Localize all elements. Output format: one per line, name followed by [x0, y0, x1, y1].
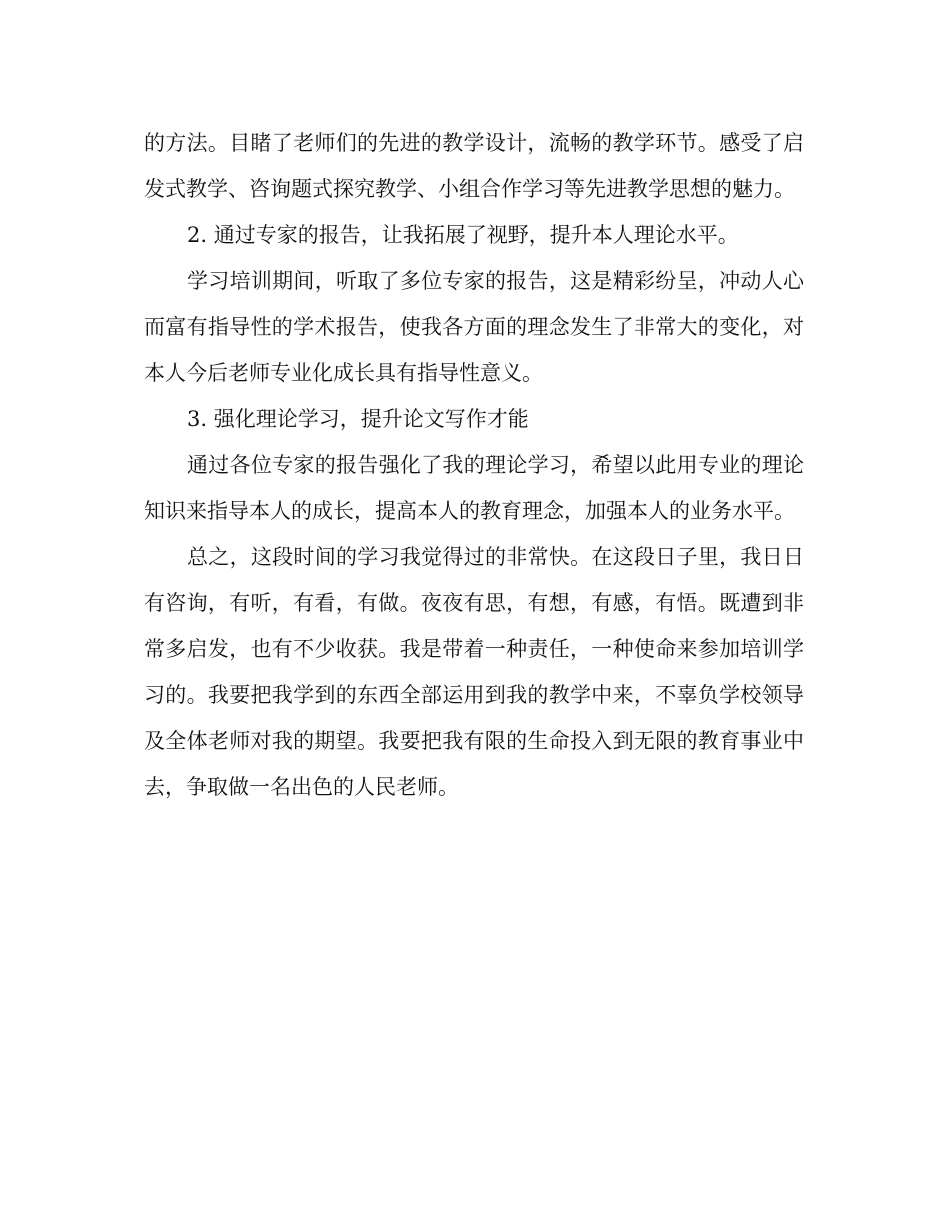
paragraph-point-2-body: 学习培训期间，听取了多位专家的报告，这是精彩纷呈，冲动人心而富有指导性的学术报告，使我各方面的理念发生了非常大的变化，对本人今后老师专业化成长具有指导性意义。 [144, 269, 804, 385]
paragraph-conclusion: 总之，这段时间的学习我觉得过的非常快。在这段日子里，我日日有咨询，有听，有看，有做。夜夜有思，有想，有感，有悟。既遭到非常多启发，也有不少收获。我是带着一种责任，一种使命来参加培训学习的。我要把我学到的东西全部运用到我的教学中来，不辜负学校领导及全体老师对我的期望。我要把我有限的生命投入到无限的教育事业中去，争取做一名出色的人民老师。 [144, 545, 804, 799]
document-body [144, 120, 804, 810]
paragraph-point-2-heading: 2. 通过专家的报告，让我拓展了视野，提升本人理论水平。 [187, 223, 739, 247]
paragraph-intro-continuation: 的方法。目睹了老师们的先进的教学设计，流畅的教学环节。感受了启发式教学、咨询题式探究教学、小组合作学习等先进教学思想的魅力。 [144, 131, 804, 201]
paragraph-point-3-heading: 3. 强化理论学习，提升论文写作才能 [187, 407, 529, 431]
paragraph-point-3-body: 通过各位专家的报告强化了我的理论学习，希望以此用专业的理论知识来指导本人的成长，提高本人的教育理念，加强本人的业务水平。 [144, 453, 804, 523]
